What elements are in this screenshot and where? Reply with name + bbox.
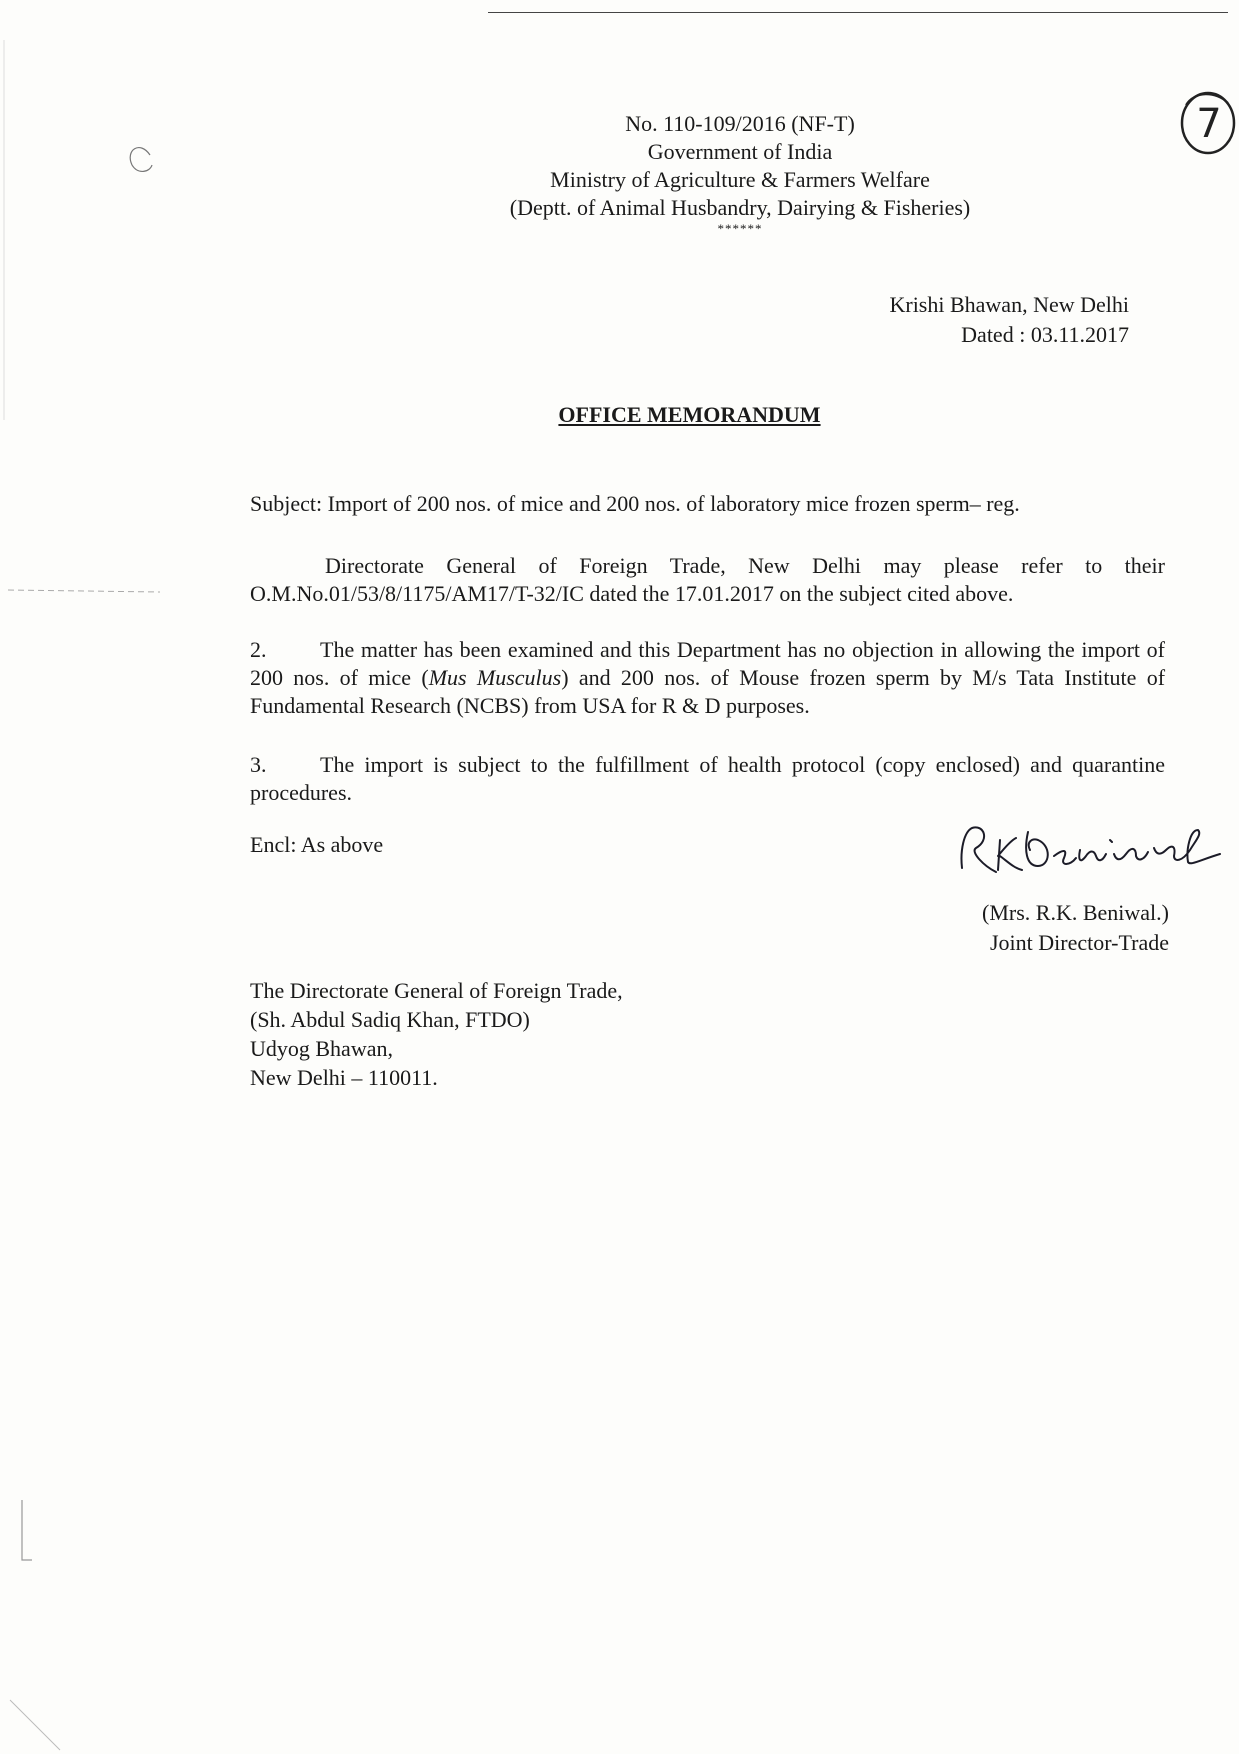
paragraph-2-number: 2. (250, 637, 267, 662)
top-rule (488, 12, 1228, 13)
address-line-4: New Delhi – 110011. (250, 1065, 438, 1090)
header-separator: ****** (717, 221, 763, 236)
scan-artifacts (0, 0, 200, 1754)
paragraph-2-text-before: The matter has been examined and this Department has no objection in allowing the import of 200 nos. of mice ( (250, 637, 1165, 690)
address-line-1: The Directorate General of Foreign Trade, (250, 978, 623, 1003)
species-name: Mus Musculus (428, 665, 562, 690)
paragraph-1: Directorate General of Foreign Trade, New Delhi may please refer to their O.M.No.01/53/8/1175/AM17/T-32/IC dated the 17.01.2017 on the subject cited above. (250, 553, 1165, 606)
place: Krishi Bhawan, New Delhi (889, 292, 1129, 317)
page-number-text: 7 (1196, 101, 1222, 147)
handwritten-signature (950, 810, 1230, 890)
paragraph-3-number: 3. (250, 752, 267, 777)
signatory-name: (Mrs. R.K. Beniwal.) (982, 900, 1169, 925)
signatory-designation: Joint Director-Trade (990, 930, 1169, 955)
page-number-mark (1176, 85, 1236, 155)
ministry-name: Ministry of Agriculture & Farmers Welfare (550, 167, 930, 192)
paragraph-3 (250, 751, 1165, 807)
paragraph-3-text: The import is subject to the fulfillment of health protocol (copy enclosed) and quarantine procedures. (250, 752, 1165, 805)
paragraph-2 (250, 636, 1165, 720)
subject-line: Subject: Import of 200 nos. of mice and 200 nos. of laboratory mice frozen sperm– reg. (250, 491, 1020, 516)
enclosure-note: Encl: As above (250, 832, 384, 857)
file-number: No. 110-109/2016 (NF-T) (625, 111, 855, 136)
address-line-3: Udyog Bhawan, (250, 1036, 393, 1061)
place-and-date (889, 290, 1129, 350)
government-name: Government of India (647, 139, 833, 164)
department-name: (Deptt. of Animal Husbandry, Dairying & Fisheries) (509, 195, 971, 220)
signatory-block (982, 898, 1169, 958)
date: Dated : 03.11.2017 (961, 322, 1129, 347)
address-line-2: (Sh. Abdul Sadiq Khan, FTDO) (250, 1007, 530, 1032)
document-title: OFFICE MEMORANDUM (558, 402, 821, 427)
paragraph-2-text-after: ) and 200 nos. of Mouse frozen sperm by M/s Tata Institute of Fundamental Research (NCBS) from USA for R & D purposes. (250, 665, 1166, 718)
recipient-address (250, 976, 623, 1092)
letterhead (400, 110, 1080, 236)
